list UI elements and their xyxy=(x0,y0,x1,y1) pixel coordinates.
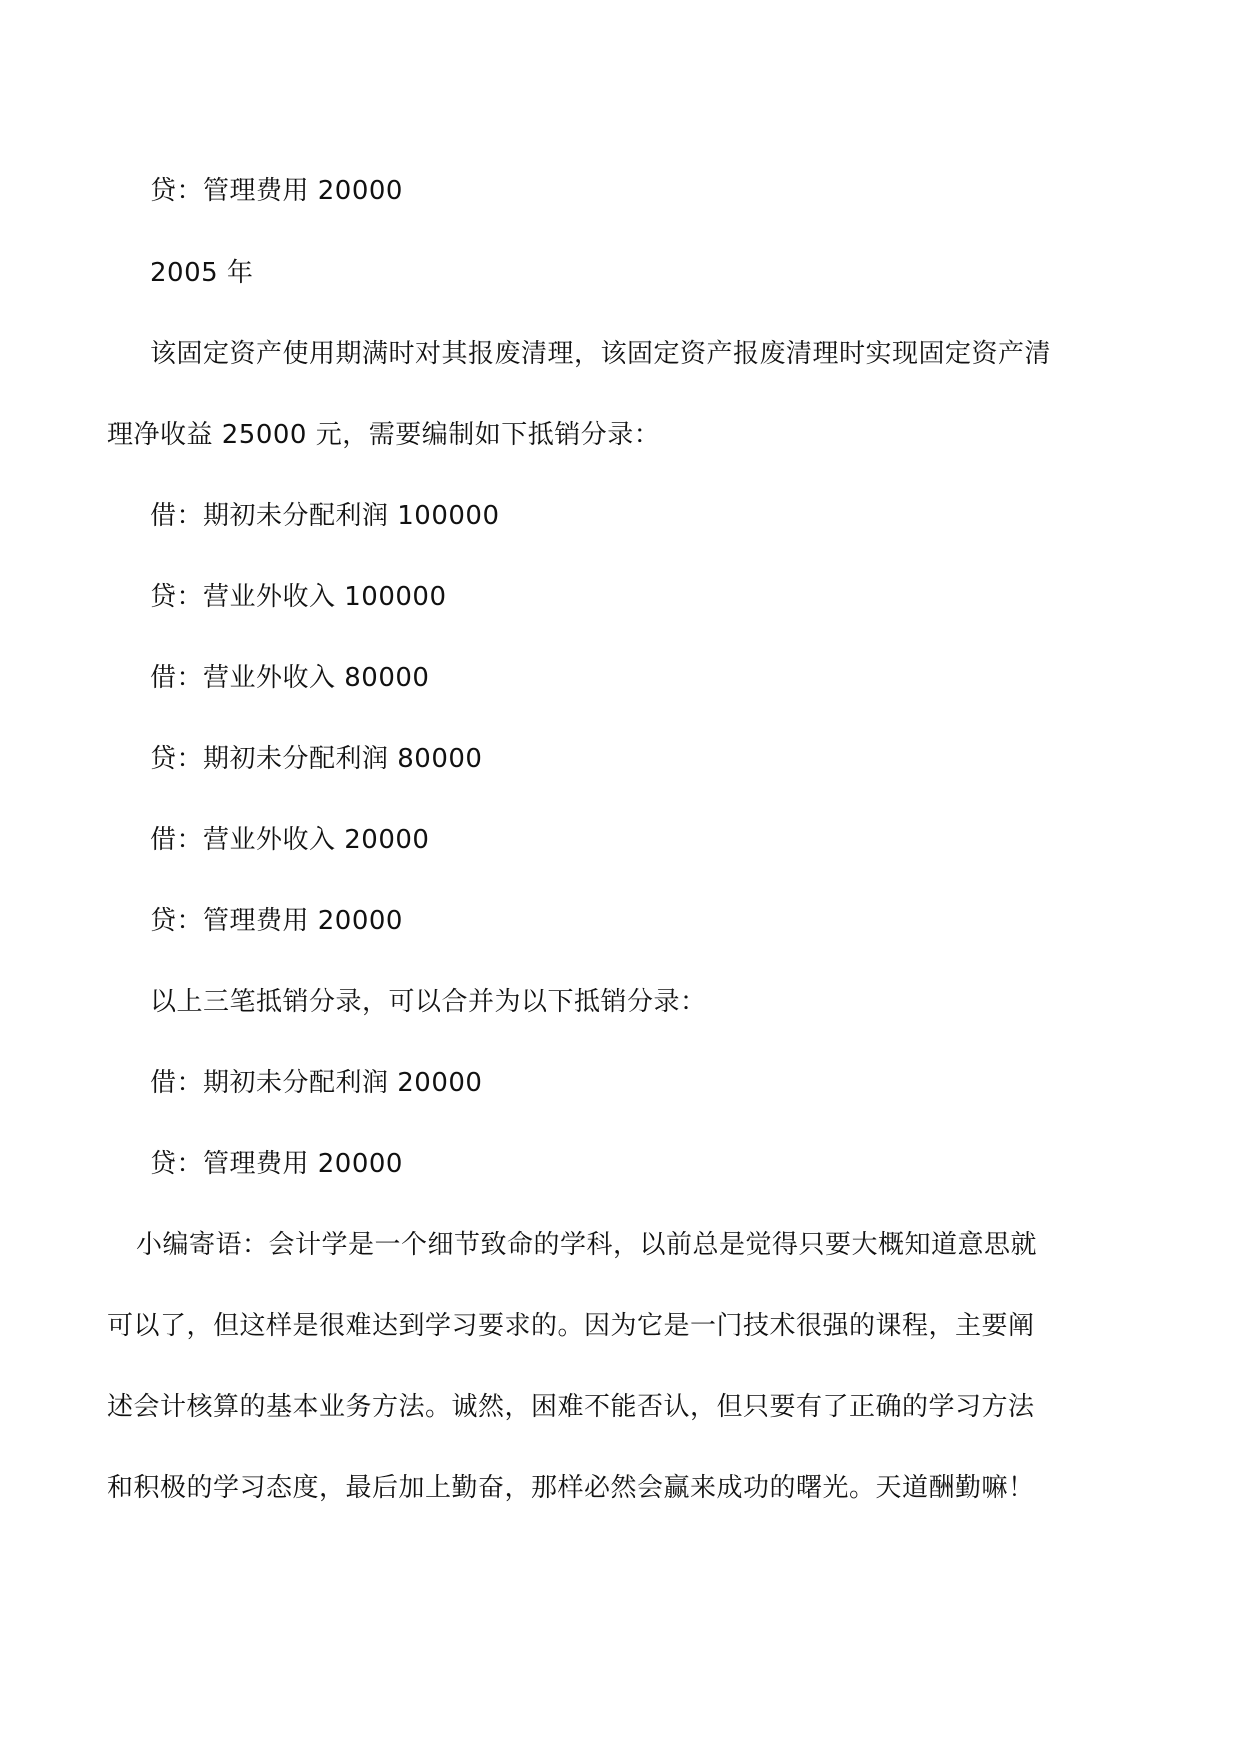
entry-credit-retained-earnings: 贷：期初未分配利润 80000 xyxy=(150,744,483,774)
paragraph-line: 该固定资产使用期满时对其报废清理，该固定资产报废清理时实现固定资产清 xyxy=(150,339,1052,369)
entry-debit-retained-earnings: 借：期初未分配利润 100000 xyxy=(150,501,500,531)
editor-note-line: 可以了，但这样是很难达到学习要求的。因为它是一门技术很强的课程，主要阐 xyxy=(107,1311,1035,1341)
entry-debit-retained-earnings: 借：期初未分配利润 20000 xyxy=(150,1068,483,1098)
editor-note-line: 小编寄语：会计学是一个细节致命的学科，以前总是觉得只要大概知道意思就 xyxy=(136,1230,1038,1260)
entry-debit-nonoperating-income: 借：营业外收入 80000 xyxy=(150,663,430,693)
entry-credit-admin-expense: 贷：管理费用 20000 xyxy=(150,1149,403,1179)
editor-note-line: 述会计核算的基本业务方法。诚然，困难不能否认，但只要有了正确的学习方法 xyxy=(107,1392,1035,1422)
year-heading: 2005 年 xyxy=(150,258,254,288)
editor-note-line: 和积极的学习态度，最后加上勤奋，那样必然会赢来成功的曙光。天道酬勤嘛！ xyxy=(107,1473,1035,1503)
paragraph-line: 理净收益 25000 元，需要编制如下抵销分录： xyxy=(107,420,661,450)
entry-debit-nonoperating-income: 借：营业外收入 20000 xyxy=(150,825,430,855)
summary-line: 以上三笔抵销分录，可以合并为以下抵销分录： xyxy=(150,987,707,1017)
entry-credit-nonoperating-income: 贷：营业外收入 100000 xyxy=(150,582,447,612)
entry-credit-admin-expense: 贷：管理费用 20000 xyxy=(150,176,403,206)
entry-credit-admin-expense: 贷：管理费用 20000 xyxy=(150,906,403,936)
